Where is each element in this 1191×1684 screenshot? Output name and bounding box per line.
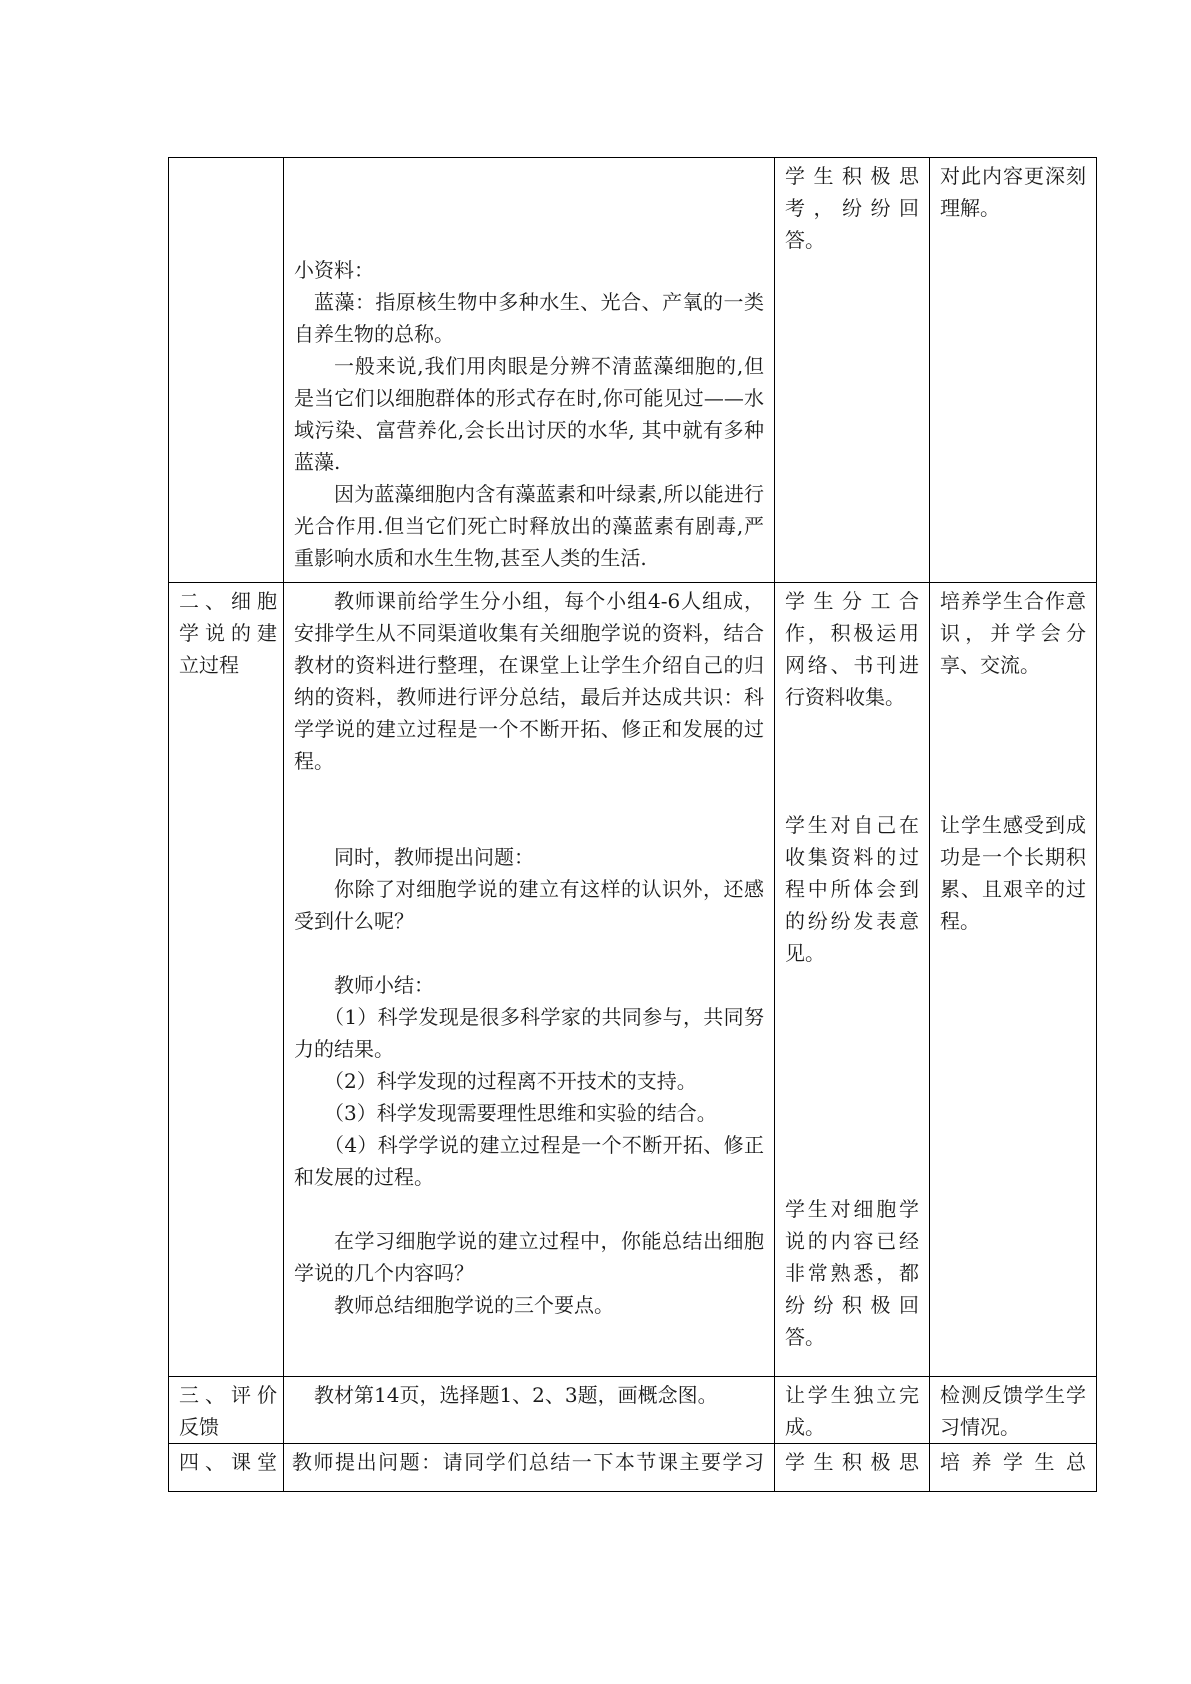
summary-item: （4）科学学说的建立过程是一个不断开拓、修正和发展的过程。 <box>294 1133 764 1189</box>
student-activity-cell <box>775 583 930 1377</box>
student-activity-cell: 学生积极思考，纷纷回答。 <box>775 158 930 583</box>
teacher-paragraph: 教师课前给学生分小组，每个小组4-6人组成，安排学生从不同渠道收集有关细胞学说的资料，结合教材的资料进行整理，在课堂上让学生介绍自己的归纳的资料，教师进行评分总结，最后并达成共识：科学学说的建立过程是一个不断开拓、修正和发展的过程。 <box>294 589 764 773</box>
summary-item: （3）科学发现需要理性思维和实验的结合。 <box>324 1101 717 1125</box>
design-intent-cell: 对此内容更深刻理解。 <box>930 158 1097 583</box>
student-activity-text: 学生对自己在收集资料的过程中所体会到的纷纷发表意见。 <box>785 813 919 965</box>
teacher-activity-cell: 教材第14页，选择题1、2、3题，画概念图。 <box>284 1377 775 1444</box>
teacher-activity-cell: 教师提出问题：请同学们总结一下本节课主要学习 <box>284 1444 775 1492</box>
table-row <box>169 158 1097 583</box>
teacher-paragraph: 教师总结细胞学说的三个要点。 <box>334 1293 614 1317</box>
stage-cell: 三、评价反馈 <box>169 1377 284 1444</box>
teacher-question-intro: 同时，教师提出问题： <box>334 845 534 869</box>
summary-item: （2）科学发现的过程离不开技术的支持。 <box>324 1069 697 1093</box>
teacher-activity-cell <box>284 583 775 1377</box>
material-paragraph: 因为蓝藻细胞内含有藻蓝素和叶绿素,所以能进行光合作用.但当它们死亡时释放出的藻蓝素有剧毒,严重影响水质和水生生物,甚至人类的生活. <box>294 482 764 570</box>
design-intent-cell <box>930 583 1097 1377</box>
design-intent-cell: 检测反馈学生学习情况。 <box>930 1377 1097 1444</box>
design-intent-cell: 培养学生总 <box>930 1444 1097 1492</box>
teacher-question: 在学习细胞学说的建立过程中，你能总结出细胞学说的几个内容吗？ <box>294 1229 764 1285</box>
design-intent-text: 培养学生合作意识，并学会分享、交流。 <box>940 589 1086 677</box>
table-row <box>169 1444 1097 1492</box>
material-heading: 小资料： <box>294 258 374 282</box>
lesson-plan-table <box>168 157 1097 1492</box>
teacher-question: 你除了对细胞学说的建立有这样的认识外，还感受到什么呢？ <box>294 877 764 933</box>
teacher-activity-cell <box>284 158 775 583</box>
material-paragraph: 蓝藻：指原核生物中多种水生、光合、产氧的一类自养生物的总称。 <box>294 290 764 346</box>
summary-item: （1）科学发现是很多科学家的共同参与，共同努力的结果。 <box>294 1005 764 1061</box>
student-activity-text: 学生对细胞学说的内容已经非常熟悉，都纷纷积极回答。 <box>785 1197 919 1349</box>
table-row <box>169 1377 1097 1444</box>
material-paragraph: 一般来说,我们用肉眼是分辨不清蓝藻细胞的,但是当它们以细胞群体的形式存在时,你可能见过——水域污染、富营养化,会长出讨厌的水华, 其中就有多种蓝藻. <box>294 354 764 474</box>
student-activity-cell: 学生积极思 <box>775 1444 930 1492</box>
student-activity-text: 学生分工合作，积极运用网络、书刊进行资料收集。 <box>785 589 919 709</box>
teacher-summary-title: 教师小结： <box>334 973 434 997</box>
stage-cell <box>169 158 284 583</box>
design-intent-text: 让学生感受到成功是一个长期积累、且艰辛的过程。 <box>940 813 1086 933</box>
table-row <box>169 583 1097 1377</box>
stage-cell: 二、细胞学说的建立过程 <box>169 583 284 1377</box>
stage-cell: 四、课堂 <box>169 1444 284 1492</box>
student-activity-cell: 让学生独立完成。 <box>775 1377 930 1444</box>
